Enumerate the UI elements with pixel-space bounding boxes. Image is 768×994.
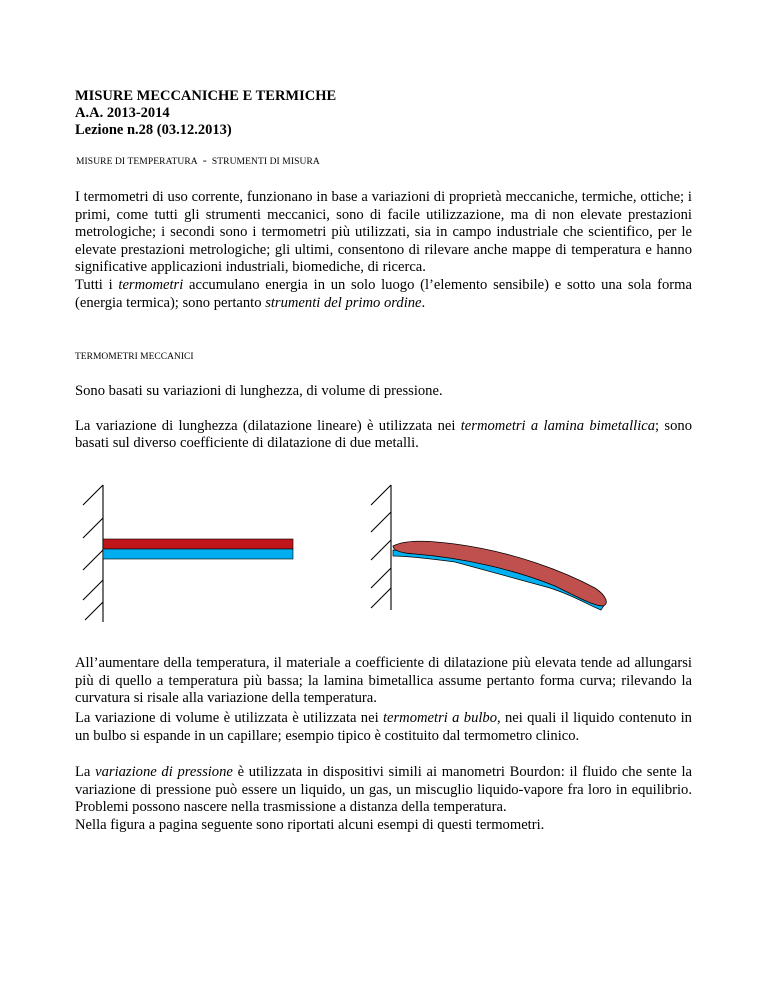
section-left: MISURE DI TEMPERATURA	[76, 157, 198, 167]
strip-red-layer	[103, 539, 293, 549]
emphasis-bulbo: termometri a bulbo	[382, 710, 498, 726]
pressure-paragraph: La variazione di pressione è utilizzata in dispositivi simili ai manometri Bourdon: il fluido che sente la variazione di pressione può essere un liquido, un gas, un miscuglio liquido-vapore fra loro in equilibrio. Problemi possono nascere nella trasmissione a distanza della temperatura. Nella figura a pagina seguente sono riportati alcuni esempi di questi termometri.	[75, 764, 693, 833]
next-page-note: Nella figura a pagina seguente sono riportati alcuni esempi di questi termometri.	[75, 816, 545, 833]
curvature-paragraph: All’aumentare della temperatura, il materiale a coefficiente di dilatazione più elevata tende ad allungarsi più di quello a temperatura più bassa; la lamina bimetallica assume pertanto forma curva; rilevando la curvatura si risale alla variazione della temperatura.	[75, 655, 692, 707]
academic-year: A.A. 2013-2014	[75, 105, 170, 121]
emphasis-primo-ordine: strumenti del primo ordine	[265, 294, 422, 311]
emphasis-termometri: termometri	[118, 276, 184, 293]
section-separator: -	[202, 153, 207, 167]
intro-paragraph: I termometri di uso corrente, funzionano in base a variazioni di proprietà meccaniche, termiche, ottiche; i primi, come tutti gli strumenti meccanici, sono di facile utilizzazione, ma di non elevate prestazioni metrologiche; i secondi sono i termometri più utilizzati, sia in campo industriale che scientifico, per le elevate prestazioni metrologiche; gli ultimi, consentono di rilevare anche mappe di temperatura e hanno significative applicazioni industriali, biomediche, di ricerca.	[75, 189, 692, 276]
strip-blue-layer	[103, 549, 293, 559]
emphasis-bimetallica: termometri a lamina bimetallica	[460, 417, 656, 434]
intro-paragraph-2: Tutti i termometri accumulano energia in un solo luogo (l’elemento sensibile) e sotto una sola forma (energia termica); sono pertanto strumenti del primo ordine.	[75, 276, 692, 311]
course-title: MISURE MECCANICHE E TERMICHE	[75, 88, 337, 104]
subsection-heading: TERMOMETRI MECCANICI	[75, 352, 194, 363]
bimetallic-strip-figure	[75, 480, 692, 630]
right-wall	[371, 485, 391, 610]
section-right: STRUMENTI DI MISURA	[211, 157, 320, 167]
lesson-title: Lezione n.28 (03.12.2013)	[75, 122, 232, 138]
volume-paragraph: La variazione di volume è utilizzata è utilizzata nei termometri a bulbo, nei quali il liquido contenuto in un bulbo si espande in un capillare; esempio tipico è costituito dal termometro clinico.	[75, 710, 692, 744]
left-wall	[83, 485, 103, 622]
linear-expansion-paragraph: La variazione di lunghezza (dilatazione lineare) è utilizzata nei termometri a lamina bimetallica; sono basati sul diverso coefficiente di dilatazione di due metalli.	[75, 417, 692, 452]
emphasis-pressione: variazione di pressione	[95, 764, 233, 780]
document-body	[75, 88, 692, 453]
mech-intro-paragraph: Sono basati su variazioni di lunghezza, di volume di pressione.	[75, 383, 443, 400]
section-heading	[76, 153, 692, 168]
